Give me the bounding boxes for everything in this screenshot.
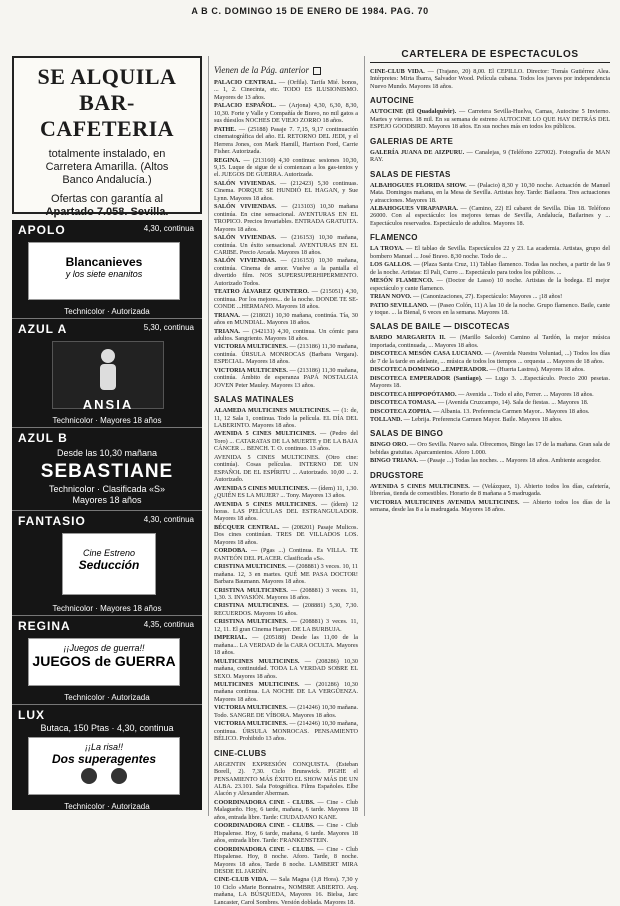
venue-name: TOLLAND. — [370, 415, 403, 423]
venue-name: CRISTINA MULTICINES. — [214, 618, 288, 626]
poster-title: Seducción — [78, 558, 140, 572]
venue-name: CINE-CLUB VIDA. — [370, 68, 425, 75]
listing-entry: VICTORIA MULTICINES. — (213186) 11,30 mañana, continúa. ÚRSULA MONROCAS (Barbara Vergara). ESPECIAL. Mayores 18 años. — [214, 343, 358, 366]
listing-entry: LOS GALLOS. — (Plaza Santa Cruz, 11) Tablao flamenco. Todas las noches, a partir de las 9 de la noche. Artistas: El Pali, Curro ... Espectáculo para todos los públicos. ... — [370, 261, 610, 276]
listing-entry: TEATRO ÁLVAREZ QUINTERO. — (215051) 4,30, continua. Por los mejores... de la noche. DONDE TE SE-CONDE ...HERMANO. Mayores 18 años. — [214, 288, 359, 311]
listing-entry: AVENIDA 5 CINES MULTICINES. (Otro cine: continúa). Cosas películas. INTERNO DE UN ESPAÑOL DE EL ESPÍRITU ... Autorizado. 10,00 ... 2. Autorizado. — [214, 453, 358, 484]
listing-entry: IMPERIAL. — (205188) Desde las 11,00 de la mañana... LA VERDAD de la CARA OCULTA. Mayores 18 años. — [214, 634, 358, 657]
venue-name: LOS GALLOS. — [370, 261, 412, 269]
venue-name: VICTORIA MULTICINES. — [214, 343, 288, 351]
listing-entry: PATIO SEVILLANO. — (Paseo Colón, 11) A las 10 de la noche. Grupo flamenco. Baile, cante y toque. ... la Bienal, 6 veces en la semana. Mayores 18. — [370, 301, 610, 316]
venue-name: TRIANA. — [214, 311, 240, 319]
ad-text-line: Apartado 7.058. Sevilla. — [45, 206, 169, 218]
cinema-ad-lux — [12, 705, 202, 813]
cinema-time: 5,30, continua — [143, 323, 194, 332]
section-heading: DRUGSTORE — [370, 470, 424, 480]
listing-entry: CRISTINA MULTICINES. — (208881) 3 veces. 10, 11 mañana. 12, 3 en martes. QUÉ ME PASA DOCTOR! Barbara Baumann. Mayores 18 años. — [214, 563, 358, 586]
listing-entry: CINE-CLUB VIDA. — (Trajano, 20) 8,00. El CEPILLO. Director: Tomás Gutiérrez Alea. Intérpretes: Mirta Ibarra, Salvador Wood. Película cubana. Todos los jueves por independencia Nuevo Mundo. Mayores 18 años. — [370, 68, 610, 90]
venue-name: ALBAHOGUES VIRAPAPARA. — [370, 204, 458, 212]
listing-entry: AVENIDA 5 CINES MULTICINES. — (Velázquez, 1). Abierto todos los días, cafetería, librerías, tienda de comestibles. Horario de 8 mañana a 5 madrugada. — [370, 482, 610, 498]
continued-from-note — [214, 64, 358, 76]
listing-group — [214, 79, 358, 389]
venue-name: PATHE. — [214, 125, 236, 133]
continued-label: Vienen de la Pág. anterior — [214, 65, 310, 75]
listing-entry: MESÓN FLAMENCO. — (Doctor de Lasso) 10 noche. Artistas de la bodega. El mejor espectáculo y cante flamenco. — [370, 277, 610, 292]
listing-entry: GALERÍA JUANA DE AIZPURU. — Canalejas, 9 (Teléfono 227002). Fotografía de MAN RAY. — [370, 148, 610, 164]
square-icon — [313, 67, 321, 75]
characters-icon — [59, 766, 149, 786]
listing-entry: DISCOTECA MESÓN CASA LUCIANO. — (Avenida Nuestra Voluntad, ...) Todos los días de 7 de la tarde en adelante, ... música de todos los tiempos ... orquesta ... Mayores de 18 años. — [370, 350, 610, 365]
venue-name: DISCOTECA HIPPOPÓTAMO. — [370, 390, 457, 398]
column-divider — [208, 56, 209, 816]
venue-name: PALACIO ESPAÑOL. — [214, 102, 276, 110]
venue-name: COORDINADORA CINE - CLUBS. — [214, 798, 315, 806]
cinema-ads-panel — [12, 220, 202, 810]
venue-name: COORDINADORA CINE - CLUBS. — [214, 845, 315, 853]
venue-name: TRIANA. — [214, 327, 240, 335]
listing-entry: VICTORIA MULTICINES. — (213186) 11,30 mañana, continúa. Ámbito de esperanza PAPÁ NOSTALGIA JOVEN Peter Mauley. Mayores 13 años. — [214, 366, 358, 389]
venue-name: TRIAN NOVO. — [370, 293, 412, 301]
listing-entry: VICTORIA MULTICINES. — (214246) 10,30 mañana, continua. ÚRSULA MONROCAS. PENSAMIENTO BÉLICO. Prohibido 13 años. — [214, 720, 358, 743]
listing-entry: TOLLAND. — Lebrija. Preferencia Carmen Mayor. Baile. Mayores 18 años. — [370, 415, 563, 423]
cinema-note: Mayores 18 años — [72, 495, 142, 505]
venue-name: TEATRO ÁLVAREZ QUINTERO. — [214, 288, 309, 296]
film-poster — [28, 638, 180, 686]
listing-entry: REGINA. — (213160) 4,30 continua: sesiones 10,30, 9,15. Luque de sigue de sí comienzan a los gas-tentos y el. JUEGOS DE GUERRA. Autorizada. — [214, 156, 358, 179]
cinema-name: AZUL B — [18, 431, 68, 445]
listing-entry: PATHE. — (25188) Pasaje 7. 7,15, 9,17 continuación cinematográfica del año. EL RETORNO DEL JEDI, y el Herrera Jones, con Mark Hamill, Harrison Ford, Carrie Fisher. Autorizada. — [214, 125, 358, 156]
venue-name: VICTORIA MULTICINES. — [214, 366, 288, 374]
venue-name: AUTOCINE (El Quadalquivir). — [370, 108, 457, 116]
listing-entry: AUTOCINE (El Quadalquivir). — Carretera Sevilla-Huelva, Camas, Autocine 5 Invierno. Martes y viernes. 18 mil. En su semana de estreno AUTOCINE LO QUE HAY DETRÁS DEL ESPEJO GOODBIRD. Mayores 18 años. En sus noches más en todos los públicos. — [370, 108, 610, 131]
venue-name: SALÓN VIVIENDAS. — [214, 203, 277, 211]
cinema-name: FANTASIO — [18, 514, 86, 528]
listing-entry: PALACIO CENTRAL. — (Orfila). Tarifa Mié. bonos, ... 1, 2. Cinecinta, etc. TODO ES ILUSIONISMO. Mayores de 13 años. — [214, 79, 358, 101]
listing-entry: VICTORIA MULTICINES AVENIDA MULTICINES. — Abierto todos los días de la semana, desde las 8 a la madrugada. Mayores 18 años. — [370, 498, 611, 514]
listing-entry: MULTICINES MULTICINES. — (201286) 10,30 mañana continua. LA NOCHE DE LA VERGÜENZA. Mayores 18 años. — [214, 680, 358, 703]
venue-name: DISCOTECA EMPERADOR (Santiago). — [370, 374, 483, 382]
listing-entry: CRISTINA MULTICINES. — (208881) 3 veces. 11, 1,30. 3. INVASIÓN. Mayores 18 años. — [214, 586, 358, 601]
listing-entry: DISCOTECA TOMASA. — (Avenida Cruzcampo, 14). Sala de fiestas. ... Mayores 18. — [370, 399, 589, 407]
cinema-session: Desde las 10,30 mañana — [56, 448, 158, 458]
section-heading: SALAS DE BINGO — [370, 429, 444, 439]
listing-entry: DISCOTECA DOMINGO ...EMPERADOR. — (Huerta Lastrea). Mayores 18 años. — [370, 366, 585, 374]
venue-name: IMPERIAL. — [214, 634, 248, 642]
film-poster — [52, 341, 164, 412]
poster-title: Dos superagentes — [51, 752, 157, 766]
poster-title: Blancanieves — [65, 255, 143, 269]
listing-entry: ALAMEDA MULTICINES MULTICINES. — (1: de, 11, 12 Sala 1, continua. Todo la película. EL DÍA DEL LABERINTO. Mayores 18 años. — [214, 407, 358, 430]
venue-name: AVENIDA 5 CINES MULTICINES. — [214, 500, 317, 508]
listing-entry: DISCOTECA EMPERADOR (Santiago). — Lugo 3. ...Espectáculo. Precio 200 pesetas. Mayores 18. — [370, 374, 610, 390]
venue-name: VICTORIA MULTICINES. — [214, 704, 288, 712]
cinema-time: 4,30, continua — [143, 224, 194, 233]
cinema-time: 4,30, continua — [143, 515, 194, 524]
venue-name: AVENIDA 5 CINES MULTICINES. — [370, 482, 470, 490]
listing-entry: BINGO ORO. — Oro Sevilla. Nuevo sala. Ofrecemos, Bingo las 17 de la mañana. Gran sala de bebidas gratuitas. Aparcamientos. Aforo 1.000. — [370, 441, 610, 456]
section-heading: SALAS DE FIESTAS — [370, 169, 451, 179]
venue-name: MULTICINES MULTICINES. — [214, 657, 300, 665]
ad-text-line: Banco Andalucía.) — [62, 174, 152, 186]
cinema-session: Butaca, 150 Ptas · 4,30, continua — [40, 723, 174, 733]
venue-name: DISCOTECA MESÓN CASA LUCIANO. — [370, 350, 483, 358]
venue-name: ALAMEDA MULTICINES MULTICINES. — [214, 407, 331, 415]
film-poster — [28, 737, 180, 795]
listing-entry: MULTICINES MULTICINES. — (208286) 10,30 mañana, continuidad. TODA LA VERDAD SOBRE EL SEXO. Mayores 18 años. — [214, 657, 358, 680]
poster-subtitle: Cine Estreno — [82, 548, 136, 558]
poster-title: JUEGOS de GUERRA — [32, 653, 176, 669]
page-header: A B C. DOMINGO 15 DE ENERO DE 1984. PAG. 70 — [191, 6, 429, 16]
venue-name: SALÓN VIVIENDAS. — [214, 179, 276, 187]
listings-title: CARTELERA DE ESPECTACULOS — [370, 48, 610, 63]
figure-icon — [88, 346, 128, 392]
cinema-name: REGINA — [18, 619, 71, 633]
sections-container — [370, 95, 610, 513]
section-heading: SALAS DE BAILE — DISCOTECAS — [370, 322, 510, 332]
cinema-ad-apolo — [12, 220, 202, 319]
cinema-name: APOLO — [18, 223, 66, 237]
listing-entry: BARDO MARGARITA II. — (Marillo Salcedo) Camino al Tardón, la mejor música importada, continuada, ... Mayores 18 años. — [370, 334, 610, 349]
ad-text-line: Ofertas con garantía al — [51, 193, 163, 205]
listing-entry: DISCOTECA ZOPHA. — Albania. 13. Preferencia Carmen Mayor... Mayores 18 años. — [370, 407, 590, 415]
cinema-ad-azul-b — [12, 428, 202, 511]
section-heading: CINE-CLUBS — [214, 748, 267, 758]
section-heading: SALAS MATINALES — [214, 395, 294, 405]
poster-title: ANSIA — [82, 397, 134, 412]
film-poster — [28, 242, 180, 300]
listing-entry: COORDINADORA CINE - CLUBS. — Cine - Club Hispalense. Hoy, 8 noche. Aforo. Tarde, 8 noche. Mayores 18 años. Tarde 8 noche. LAMBERT MIRA DESDE EL JARDÍN. — [214, 845, 358, 875]
cinema-time: 4,35, continua — [143, 620, 194, 629]
venue-name: BINGO TRIANA. — [370, 457, 419, 465]
venue-name: VICTORIA MULTICINES AVENIDA MULTICINES. — [370, 498, 520, 506]
venue-name: COORDINADORA CINE - CLUBS. — [214, 822, 315, 830]
venue-name: ALBAHOGUES FLORIDA SHOW. — [370, 181, 467, 189]
venue-name: DISCOTECA ZOPHA. — [370, 407, 432, 415]
ad-text-line: totalmente instalado, en — [48, 148, 166, 160]
listing-entry: ALBAHOGUES FLORIDA SHOW. — (Palacio) 8,30 y 10,30 noche. Actuación de Manuel Mata. Domingos mañana, en la Mesa de Sevilla. Artistas hoy. Tarde: Bailaora. Tres actuaciones y atracciones. Mayores 18. — [370, 181, 611, 204]
listing-entry: COORDINADORA CINE - CLUBS. — Cine - Club Hispalense. Hoy, 6 tarde, mañana, 6 tarde. Mayores 18 años, entrada libre. Tarde: FRANKENSTEIN. — [214, 822, 358, 845]
cinema-name: LUX — [18, 708, 45, 722]
listings-column-left — [214, 64, 359, 906]
venue-name: CINE-CLUB VIDA. — [214, 876, 269, 884]
venue-name: CORDOBA. — [214, 547, 248, 555]
venue-name: CRISTINA MULTICINES. — [214, 602, 289, 610]
venue-name: PALACIO CENTRAL. — [214, 79, 277, 86]
listing-entry: BINGO TRIANA. — (Pasaje ...) Todas las noches. ... Mayores 18 años. Ambiente acogedor. — [370, 457, 601, 465]
venue-name: BINGO ORO. — [370, 441, 408, 449]
venue-name: BÉCQUER CENTRAL. — [214, 523, 280, 531]
listing-group — [214, 761, 358, 906]
rental-ad — [12, 56, 202, 218]
venue-name: REGINA. — [214, 156, 241, 164]
listing-entry: TRIAN NOVO. — (Canonizaciones, 27). Espectáculo: Mayores ... ¡18 años! — [370, 293, 563, 301]
venue-name: PATIO SEVILLANO. — [370, 301, 429, 309]
section-heading: AUTOCINE — [370, 96, 415, 106]
venue-name: MESÓN FLAMENCO. — [370, 277, 434, 285]
cinema-note: Technicolor · Clasificada «S» — [48, 484, 166, 494]
poster-subtitle: y los siete enanitos — [65, 269, 143, 279]
venue-name: AVENIDA 5 CINES MULTICINES. — [214, 484, 310, 492]
cinema-note: Technicolor · Autorizada — [64, 307, 150, 316]
venue-name: DISCOTECA DOMINGO ...EMPERADOR. — [370, 366, 488, 374]
listing-entry: CRISTINA MULTICINES. — (208881) 3 veces. 11, 12, 11. El gran Cinema Harper. DE LA BURBUJA. — [214, 618, 358, 633]
cinema-note: Technicolor · Autorizada — [64, 802, 150, 811]
listing-entry: AVENIDA 5 CINES MULTICINES. — (Pedro del Toro) ... CATARATAS DE LA MUERTE y DE LA BAJA CÁNCER ... BENCH. T. O. continuo. 13 años. — [214, 430, 359, 453]
listing-entry: ARGENTIN EXPRESIÓN CONQUISTA. (Esteban Borell, 2). 7,30. Ciclo Brunswick. PIGHE el PENSAMIENTO MÁS ÉXITO EL SHOW MÁS DE UN ALBA. 23.101. Sala Fotográfica. Films Españoles. Elbe Alacón y Alexander Aberman. — [214, 760, 358, 798]
listing-entry: SALÓN VIVIENDAS. — (213103) 10,30 mañana continúa. En cine sensacional. AVENTURAS EN EL TROPICO. Precios Invariables. ENTRADA GRATUITA. Mayores 18 años. — [214, 203, 358, 233]
listings-column-right — [370, 68, 610, 814]
venue-name: SALÓN VIVIENDAS. — [214, 234, 277, 242]
venue-name: SALÓN VIVIENDAS. — [214, 257, 277, 265]
listing-entry: PALACIO ESPAÑOL. — (Arjona) 4,30, 6,30, 8,30, 10,30. Forte y Valle y Compañía de Bravo, no mil gatos a sus dúesilos NOCHES DE VIEJO ZORRO 18 años. — [214, 102, 358, 125]
listing-entry: TRIANA. — (218021) 10,30 mañana, continúa. Tía, 30 años en MUNDIAL. Mayores 18 años. — [214, 311, 358, 327]
listing-entry: CRISTINA MULTICINES. — (208881) 5,30, 7,30. RECUERDOS. Mayores 16 años. — [214, 602, 358, 617]
listing-entry: SALÓN VIVIENDAS. — (212423) 5,30 continuas. Cinema. PORQUE SE HUNDIÓ EL HAGAN, y Sue Lynn. Mayores 18 años. — [214, 179, 358, 202]
cinema-ad-fantasio — [12, 511, 202, 616]
poster-subtitle: ¡¡La risa!! — [84, 742, 123, 752]
listing-entry: CINE-CLUB VIDA. — Sala Magna (1,8 Hora). 7,30 y 10 Ciclo «Marie Bonnaire», NOMBRE ABIERTO. Arq. mañana, LA BÚSQUEDA, Mayores 16. Bielsa, Jarc Lancaster, Carol Sombres. Versión doblada. Mayores 18. — [214, 876, 358, 906]
section-heading: GALERIAS DE ARTE — [370, 136, 454, 146]
venue-name: GALERÍA JUANA DE AIZPURU. — [370, 148, 465, 156]
listing-entry: AVENIDA 5 CINES MULTICINES. — (ídem) 11, 1,30. ¿QUIÉN ES LA MUJER? ... Tony. Mayores 13 años. — [214, 484, 358, 500]
venue-name: CRISTINA MULTICINES. — [214, 563, 287, 571]
cinema-name: AZUL A — [18, 322, 68, 336]
listing-entry: BÉCQUER CENTRAL. — (208201) Pasaje Mulicos. Dos cines continúan. TRES DE VILLADOS LOS. Mayores 18 años. — [214, 523, 358, 546]
ad-text-line: Carretera Amarilla. (Altos — [45, 161, 169, 173]
venue-name: DISCOTECA TOMASA. — [370, 399, 437, 407]
listing-entry: VICTORIA MULTICINES. — (214246) 10,30 mañana. Todo. SANGRE DE VÍBORA. Mayores 18 años. — [214, 704, 358, 719]
listing-entry: SALÓN VIVIENDAS. — (216153) 10,30 mañana, continúa. Cinema de amor. Vuelve a la pantalla el divertido film. NOS SUPERSUPERHIPERMENTO. Autorizado Todos. — [214, 257, 358, 287]
listing-group — [370, 68, 610, 90]
listing-entry: ALBAHOGUES VIRAPAPARA. — (Camino, 22) El cabaret de Sevilla. Días 18. Teléfono 26000. Con al espectáculo: los mejores temas de Sevilla, Andalucía, Bailarines y ... Espectáculos reservados. Espectáculo de adultos. Mayores 18. — [370, 204, 610, 227]
listing-entry: DISCOTECA HIPPOPÓTAMO. — Avenida ... Todo el año, Ferrer. ... Mayores 18 años. — [370, 390, 594, 398]
cinema-note: Technicolor · Mayores 18 años — [52, 416, 162, 425]
cinema-note: Technicolor · Mayores 18 años — [52, 604, 162, 613]
ad-title-line2: BAR-CAFETERIA — [39, 90, 175, 141]
poster-subtitle: ¡¡Juegos de guerra!! — [63, 643, 145, 653]
listing-entry: SALÓN VIVIENDAS. — (216153) 10,30 mañana, continúa. Un éxito sensacional. AVENTURAS EN EL CARIBE. Precio Arcada. Mayores 18 años. — [214, 234, 358, 256]
venue-name: LA TROYA. — [370, 245, 404, 253]
ad-title-line1: SE ALQUILA — [37, 64, 177, 89]
listing-entry: COORDINADORA CINE - CLUBS. — Cine - Club Malagueño. Hoy, 6 tarde, mañana, 6 tarde. Mayores 18 años, entrada libre. Tarde: CIUDADANO KANE. — [214, 798, 358, 821]
cinema-note: Technicolor · Autorizada — [64, 693, 150, 702]
venue-name: VICTORIA MULTICINES. — [214, 720, 288, 728]
section-heading: FLAMENCO — [370, 233, 418, 243]
venue-name: CRISTINA MULTICINES. — [214, 586, 288, 594]
listing-entry: TRIANA. — (342131) 4,30, continua. Un cómic para adultos. Sangriento. Mayores 18 años. — [214, 327, 358, 342]
cinema-ad-regina — [12, 616, 202, 705]
venue-name: MULTICINES MULTICINES. — [214, 680, 300, 688]
listing-entry: AVENIDA 5 CINES MULTICINES. — (ídem) 12 horas. LAS PELÍCULAS DEL ESTRANGULADOR. Mayores 18 años. — [214, 500, 359, 523]
cinema-ad-azul-a — [12, 319, 202, 428]
listing-entry: LA TROYA. — El tablao de Sevilla. Espectáculos 22 y 23. La academia. Artistas, grupo del bombero Manuel ... José Bravo. 8,30 noche. Todo de ... — [370, 245, 610, 260]
venue-name: AVENIDA 5 CINES MULTICINES. — [214, 430, 317, 438]
column-divider — [364, 56, 365, 816]
listing-entry: CORDOBA. — (Pgas ...) Continua. Es VILLA. TE PANTEÓN DEL PLACER. Clasificada «S». — [214, 547, 358, 562]
film-title: SEBASTIANE — [40, 461, 174, 482]
film-poster — [62, 533, 156, 595]
listing-group — [214, 407, 358, 742]
venue-name: BARDO MARGARITA II. — [370, 334, 446, 342]
